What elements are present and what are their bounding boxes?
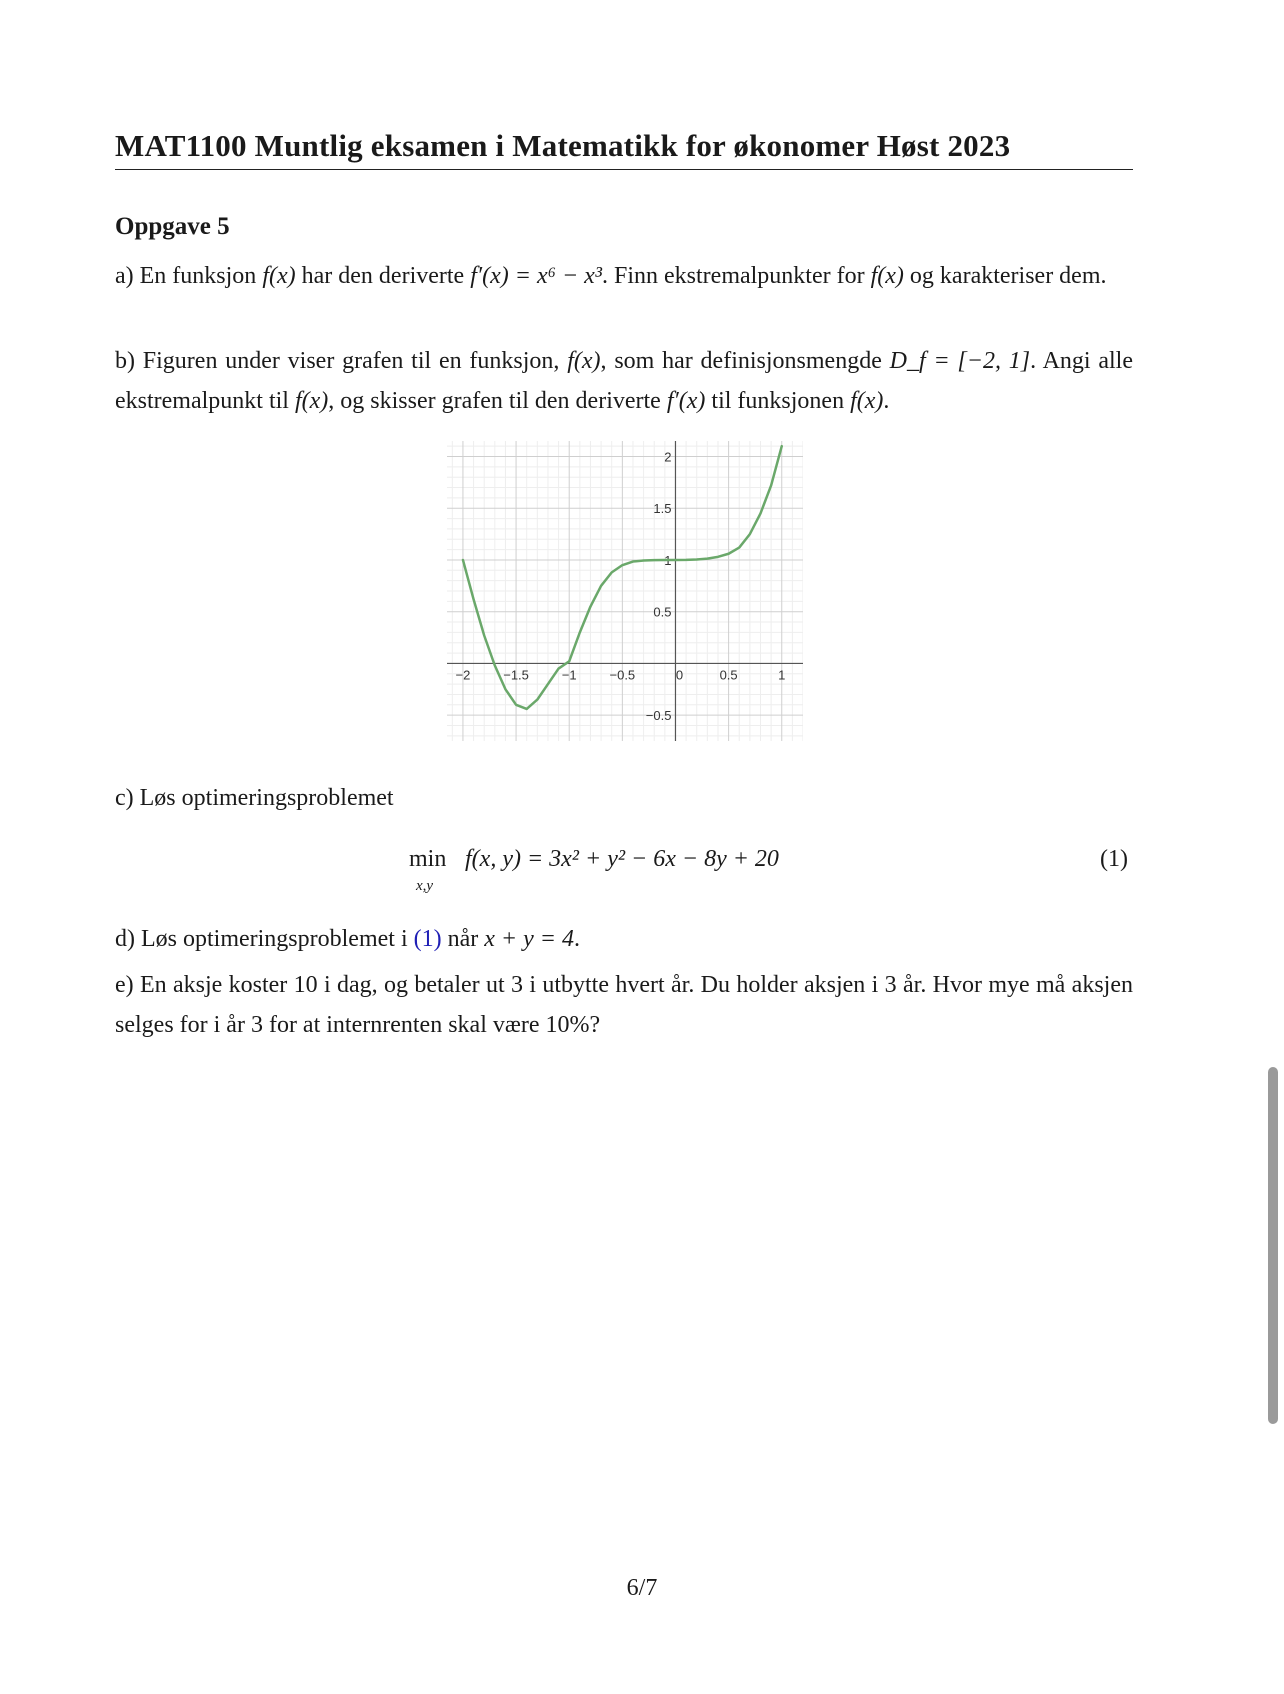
x-tick-label: −1 — [561, 667, 577, 683]
x-tick-label: −1.5 — [503, 667, 529, 683]
equation-number: (1) — [1100, 846, 1128, 872]
x-tick-label: 0.5 — [719, 667, 738, 683]
grid-minor — [447, 441, 803, 741]
min-operator: min — [409, 846, 447, 872]
question-e: e) En aksje koster 10 i dag, og betaler ut 3 i utbytte hvert år. Du holder aksjen i 3 år. Hvor mye må aksjen selges for i år 3 for at internrenten skal være 10%? — [115, 972, 1133, 1038]
title-rule — [115, 169, 1133, 170]
function-graph — [447, 441, 803, 741]
y-tick-label: 0.5 — [653, 604, 672, 620]
page-number: 6/7 — [626, 1575, 658, 1601]
y-tick-label: 1.5 — [653, 501, 672, 517]
x-tick-label: 0 — [675, 667, 684, 683]
page-title: MAT1100 Muntlig eksamen i Matematikk for økonomer Høst 2023 — [115, 128, 1011, 163]
scrollbar[interactable] — [1268, 1067, 1278, 1424]
x-tick-label: 1 — [778, 667, 786, 683]
task-heading: Oppgave 5 — [115, 213, 230, 240]
min-subscript: x,y — [416, 878, 434, 894]
question-d: d) Løs optimeringsproblemet i (1) når x + y = 4. — [115, 926, 580, 952]
question-a: a) En funksjon f(x) har den deriverte f′(x) = x⁶ − x³. Finn ekstremalpunkter for f(x) og karakteriser dem. — [115, 263, 1107, 289]
question-c: c) Løs optimeringsproblemet — [115, 785, 394, 811]
question-b: b) Figuren under viser grafen til en funksjon, f(x), som har definisjonsmengde D_f = [−2, 1]. Angi alle ekstremalpunkt til f(x), og skisser grafen til den deriverte f′(x) til funksjonen f(x). — [115, 348, 1134, 414]
y-tick-label: 1 — [664, 552, 672, 568]
y-tick-label: −0.5 — [645, 708, 672, 724]
equation-ref-link[interactable]: (1) — [413, 926, 442, 952]
objective-equation: f(x, y) = 3x² + y² − 6x − 8y + 20 — [465, 846, 779, 872]
y-tick-label: 2 — [664, 449, 672, 465]
x-tick-label: −2 — [455, 667, 471, 683]
x-tick-label: −0.5 — [609, 667, 636, 683]
